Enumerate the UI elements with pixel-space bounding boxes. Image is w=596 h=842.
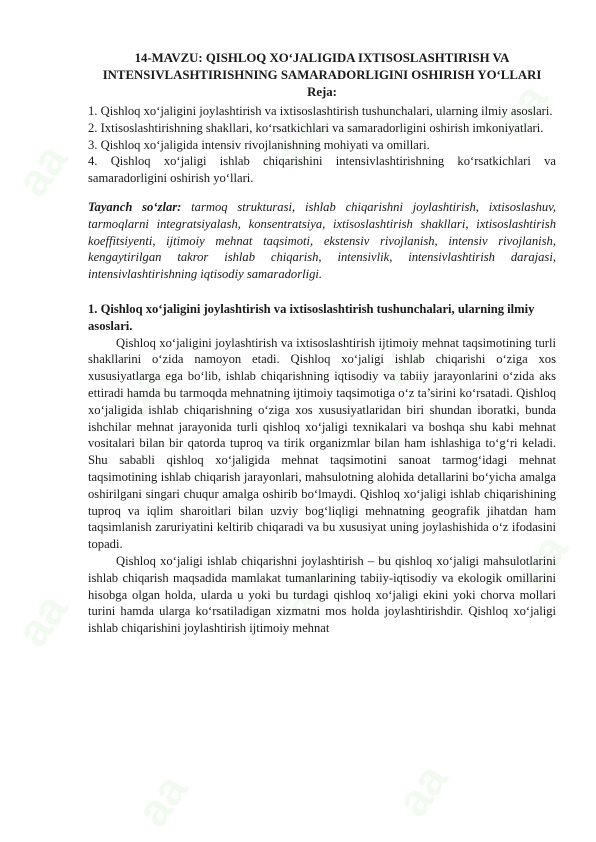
svg-text:aa: aa: [505, 523, 578, 596]
svg-text:aa: aa: [265, 103, 338, 176]
plan-heading: Reja:: [307, 85, 337, 99]
svg-text:aa: aa: [485, 73, 558, 146]
svg-text:aa: aa: [385, 753, 458, 826]
body-paragraph: Qishloq xo‘jaligi ishlab chiqarishni joylashtirish – bu qishloq xo‘jaligi mahsulotlarini ishlab chiqarish maqsadida mamlakat tumanlarining tabiiy-iqtisodiy va ekologik omillarini hisobga olgan holda, ularda u yoki bu turdagi qishloq xo‘jaligi ekini yoki chorva mollari turini hamda ularga ko‘rsatiladigan xizmatni mos holda joylashtirishdir. Qishloq xo‘jaligi ishlab chiqarishini joylashtirish ijtimoiy mehnat: [88, 553, 556, 636]
plan-item: 2. Ixtisoslashtirishning shakllari, ko‘rsatkichlari va samaradorligini oshirish imkoniyatlari.: [88, 120, 544, 135]
plan-list: [88, 103, 556, 187]
plan-item: 3. Qishloq xo‘jaligida intensiv rivojlanishning mohiyati va omillari.: [88, 137, 430, 152]
keywords-label: Tayanch so‘zlar:: [88, 199, 182, 214]
document-page: [88, 50, 556, 637]
svg-text:aa: aa: [365, 323, 438, 396]
svg-text:aa: aa: [265, 553, 338, 626]
svg-text:aa: aa: [105, 353, 178, 426]
svg-text:aa: aa: [5, 133, 78, 206]
keywords-paragraph: [88, 199, 556, 283]
svg-text:aa: aa: [5, 583, 78, 656]
body-paragraph: Qishloq xo‘jaligini joylashtirish va ixtisoslashtirish ijtimoiy mehnat taqsimotining turli shakllarini o‘zida namoyon etadi. Qishloq xo‘jaligi ishlab chiqarishi o‘ziga xos xususiyatlarga ega bo‘lib, ishlab chiqarishning iqtisodiy va tabiiy jarayonlarini o‘zida aks ettiradi hamda bu tarmoqda mehnatning ijtimoiy taqsimotiga o‘z ta’sirini ko‘rsatadi. Qishloq xo‘jaligida ishlab chiqarishning o‘ziga xos xususiyatlaridan biri shundan iboratki, bunda ishchilar mehnat jarayonida turli qishloq xo‘jaligi texnikalari va boshqa shu kabi mehnat vositalari bilan bir qatorda tuproq va tirik organizmlar bilan ham ishlashiga to‘g‘ri keladi. Shu sababli qishloq xo‘jaligida mehnat taqsimotini sanoat tarmog‘idagi mehnat taqsimotining ishlab chiqarish jarayonlari, mahsulotning alohida detallarini bo‘yicha amalga oshirilgani singari chuqur amalga oshirib bo‘lmaydi. Qishloq xo‘jaligi ishlab chiqarishining tuproq va iqlim sharoitlari bilan uzviy bog‘liqligi mehnatning geografik jihatdan ham taqsimlanish zaruriyatini keltirib chiqaradi va bu xususiyat uning joylashishida o‘z ifodasini topadi.: [88, 335, 556, 552]
section-body: [88, 335, 556, 637]
keywords-text: tarmoq strukturasi, ishlab chiqarishni joylashtirish, ixtisoslashuv, tarmoqlarni integratsiyalash, konsentratsiya, ixtisoslashtirish shakllari, ixtisoslashtirish koeffitsiyenti, ijtimoiy mehnat taqsimoti, ekstensiv rivojlanish, intensiv rivojlanish, kengaytirilgan takror ishlab chiqarish, intensivlik, intensivlashtirish darajasi, intensivlashtirishning iqtisodiy samaradorligi.: [88, 199, 556, 282]
plan-item: 1. Qishloq xo‘jaligini joylashtirish va ixtisoslashtirish tushunchalari, ularning ilmiy asoslari.: [88, 104, 553, 118]
plan-item: 4. Qishloq xo‘jaligi ishlab chiqarishini intensivlashtirishning ko‘rsatkichlari va samaradorligini oshirish yo‘llari.: [88, 154, 556, 186]
svg-text:aa: aa: [125, 763, 198, 836]
document-title: 14-MAVZU: QISHLOQ XO‘JALIGIDA IXTISOSLASHTIRISH VA INTENSIVLASHTIRISHNING SAMARADORLIGINI OSHIRISH YO‘LLARI: [102, 51, 542, 82]
section-heading: 1. Qishloq xo‘jaligini joylashtirish va ixtisoslashtirish tushunchalari, ularning ilmiy asoslari.: [88, 301, 535, 333]
